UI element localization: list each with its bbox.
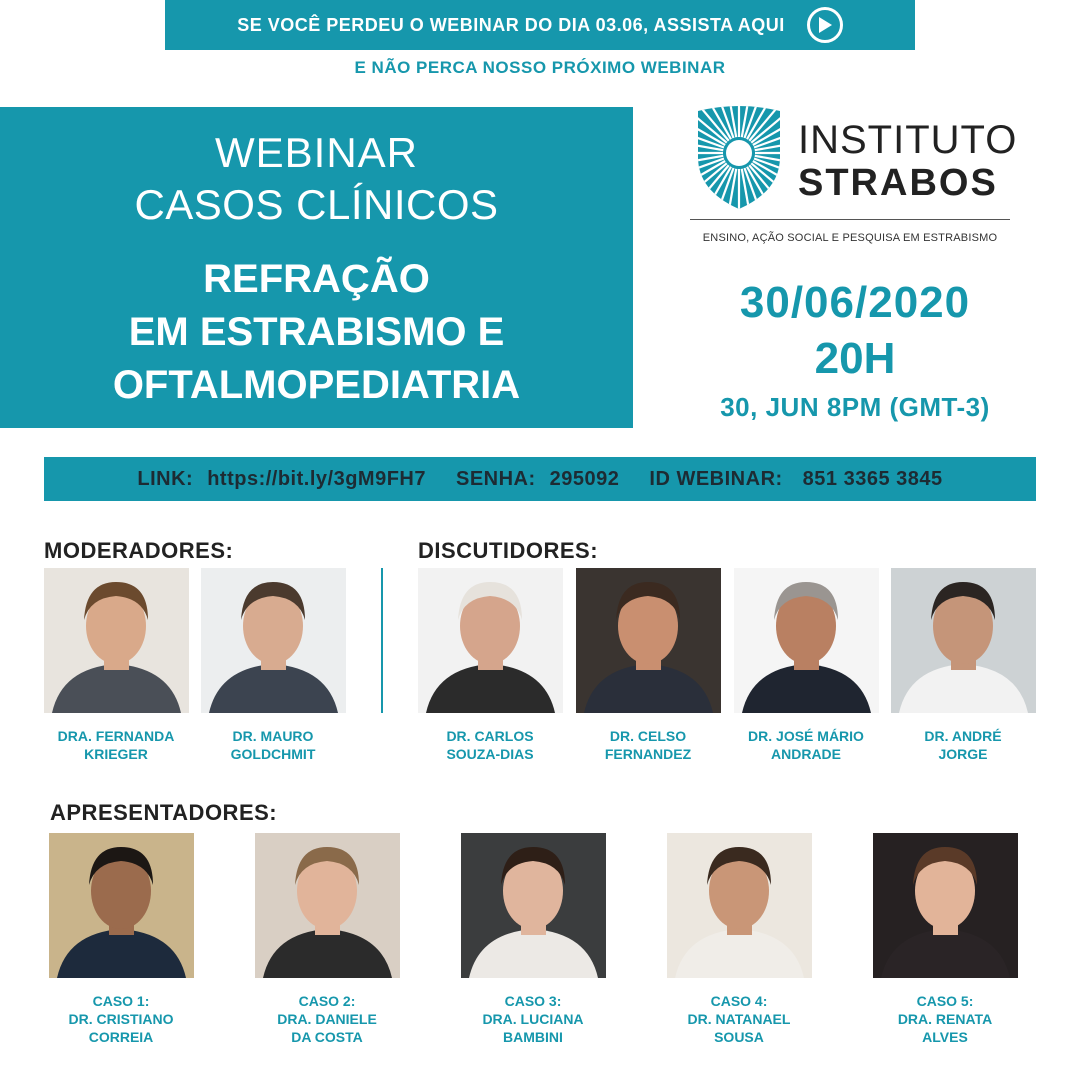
moderator-photo: [201, 568, 346, 713]
name-line: DR. NATANAEL: [687, 1011, 791, 1027]
name-line: JORGE: [938, 746, 988, 762]
replay-webinar-banner[interactable]: [165, 0, 915, 50]
replay-webinar-text: SE VOCÊ PERDEU O WEBINAR DO DIA 03.06, ASSISTA AQUI: [237, 14, 785, 35]
name-line: BAMBINI: [503, 1029, 563, 1045]
logo-tagline: ENSINO, AÇÃO SOCIAL E PESQUISA EM ESTRABISMO: [702, 232, 998, 244]
discussants-heading: DISCUTIDORES:: [418, 538, 599, 563]
name-line: DR. CRISTIANO: [68, 1011, 174, 1027]
discussant-name: [726, 727, 886, 763]
discussant-photo: [576, 568, 721, 713]
next-webinar-subline: E NÃO PERCA NOSSO PRÓXIMO WEBINAR: [354, 58, 726, 77]
webinar-id-label: ID WEBINAR:: [649, 467, 783, 490]
name-line: CORREIA: [88, 1029, 154, 1045]
presenter-name: [453, 992, 613, 1046]
moderator-name: [193, 727, 353, 763]
name-line: DRA. FERNANDA: [57, 728, 175, 744]
name-line: GOLDCHMIT: [230, 746, 316, 762]
presenters-heading: APRESENTADORES:: [50, 800, 278, 825]
moderator-name: [36, 727, 196, 763]
case-label: CASO 1:: [92, 993, 150, 1009]
play-icon[interactable]: [807, 7, 843, 43]
section-divider: [381, 568, 383, 713]
title-line-topic-2: EM ESTRABISMO E: [128, 310, 505, 354]
presenter-photo: [49, 833, 194, 978]
title-line-casos: CASOS CLÍNICOS: [134, 181, 499, 228]
discussant-photo: [418, 568, 563, 713]
name-line: ANDRADE: [771, 746, 841, 762]
webinar-id-value: 851 3365 3845: [802, 467, 943, 490]
case-label: CASO 3:: [504, 993, 562, 1009]
shield-logo-icon: [694, 105, 784, 210]
presenter-name: [247, 992, 407, 1046]
name-line: DR. ANDRÉ: [924, 728, 1002, 744]
presenter-photo: [255, 833, 400, 978]
presenter-photo: [667, 833, 812, 978]
event-alt-time: 30, JUN 8PM (GMT-3): [720, 392, 990, 422]
title-line-webinar: WEBINAR: [214, 129, 418, 176]
presenter-name: [659, 992, 819, 1046]
logo-divider: [690, 219, 1010, 220]
title-line-topic-3: OFTALMOPEDIATRIA: [112, 363, 521, 407]
access-info-bar: [44, 457, 1036, 501]
name-line: DA COSTA: [291, 1029, 363, 1045]
case-label: CASO 2:: [298, 993, 356, 1009]
case-label: CASO 5:: [916, 993, 974, 1009]
name-line: DR. CELSO: [609, 728, 687, 744]
name-line: SOUSA: [714, 1029, 764, 1045]
logo-instituto: INSTITUTO: [798, 118, 1018, 162]
name-line: SOUZA-DIAS: [446, 746, 534, 762]
moderators-heading: MODERADORES:: [44, 538, 234, 563]
discussant-photo: [734, 568, 879, 713]
discussant-name: [410, 727, 570, 763]
presenter-name: [41, 992, 201, 1046]
event-date: 30/06/2020: [739, 278, 971, 327]
link-label: LINK:: [137, 467, 194, 490]
discussant-name: [568, 727, 728, 763]
name-line: DR. MAURO: [232, 728, 314, 744]
logo-strabos: STRABOS: [798, 162, 998, 204]
password-label: SENHA:: [455, 467, 536, 490]
name-line: DRA. LUCIANA: [482, 1011, 584, 1027]
discussant-name: [883, 727, 1043, 763]
discussant-photo: [891, 568, 1036, 713]
case-label: CASO 4:: [710, 993, 768, 1009]
name-line: FERNANDEZ: [604, 746, 692, 762]
name-line: DRA. DANIELE: [277, 1011, 377, 1027]
name-line: DR. JOSÉ MÁRIO: [748, 728, 864, 744]
webinar-link[interactable]: https://bit.ly/3gM9FH7: [207, 467, 426, 490]
title-block: [0, 107, 633, 428]
password-value: 295092: [549, 467, 620, 490]
name-line: DR. CARLOS: [446, 728, 534, 744]
presenter-name: [865, 992, 1025, 1046]
name-line: DRA. RENATA: [897, 1011, 993, 1027]
presenter-photo: [873, 833, 1018, 978]
presenter-photo: [461, 833, 606, 978]
name-line: KRIEGER: [84, 746, 148, 762]
moderator-photo: [44, 568, 189, 713]
title-line-topic-1: REFRAÇÃO: [203, 257, 430, 301]
event-time: 20H: [814, 334, 896, 383]
name-line: ALVES: [922, 1029, 968, 1045]
